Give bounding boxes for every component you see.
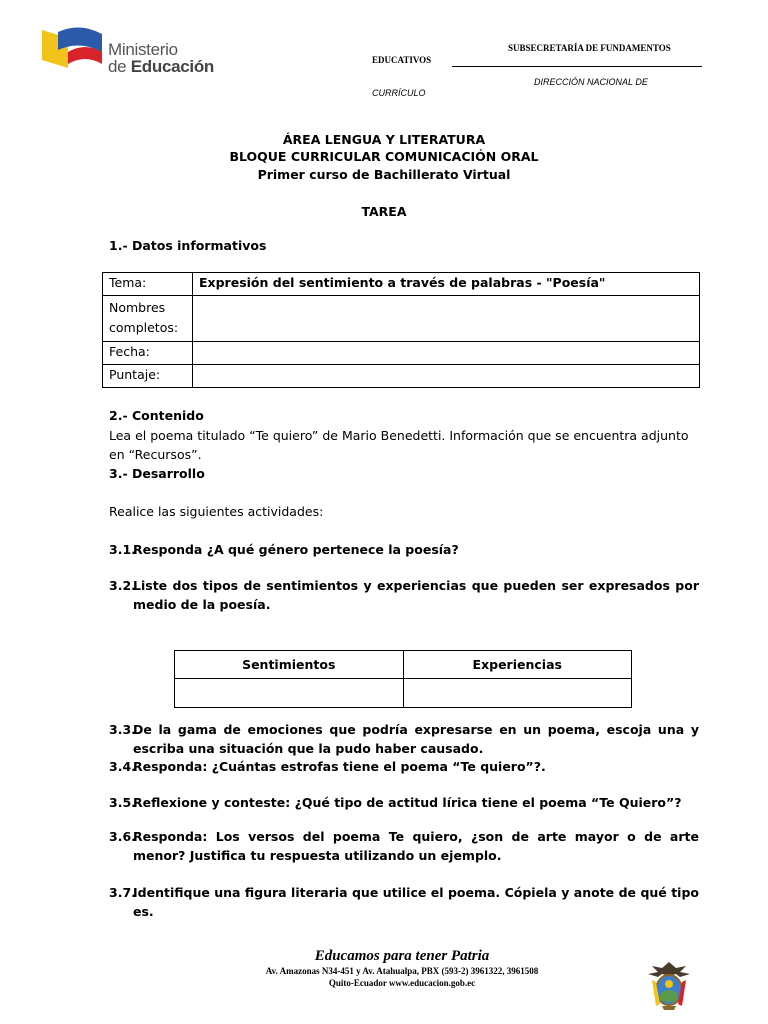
logo-word-ministerio: Ministerio bbox=[108, 40, 178, 59]
activity-text: Responda ¿A qué género pertenece la poesía? bbox=[133, 542, 459, 557]
title-bloque: BLOQUE CURRICULAR COMUNICACIÓN ORAL bbox=[229, 149, 539, 164]
nombres-field[interactable] bbox=[193, 296, 700, 342]
puntaje-label: Puntaje: bbox=[103, 365, 193, 388]
activity-number: 3.1. bbox=[109, 542, 136, 557]
activity-number: 3.6. bbox=[109, 829, 136, 844]
fecha-label: Fecha: bbox=[103, 342, 193, 365]
activity-text: Responda: Los versos del poema Te quiero, ¿son de arte mayor o de arte menor? Justifica tu respuesta utilizando un ejemplo. bbox=[133, 829, 699, 863]
activity-text: Liste dos tipos de sentimientos y experiencias que pueden ser expresados por medio de la poesía. bbox=[133, 578, 699, 612]
title-tarea: TAREA bbox=[361, 204, 407, 219]
activity-item bbox=[109, 793, 699, 812]
activity-item bbox=[109, 757, 699, 776]
activity-item bbox=[109, 883, 699, 921]
header-direccion: DIRECCIÓN NACIONAL DE bbox=[534, 77, 648, 87]
activity-item bbox=[109, 720, 699, 758]
section2-line2: en “Recursos”. bbox=[109, 447, 202, 462]
header-curriculo: CURRÍCULO bbox=[372, 88, 426, 98]
title-curso: Primer curso de Bachillerato Virtual bbox=[257, 167, 511, 182]
activity-number: 3.3. bbox=[109, 722, 136, 737]
info-table bbox=[102, 272, 700, 388]
header-rule bbox=[452, 66, 702, 67]
nombres-label: Nombres completos: bbox=[103, 296, 193, 342]
header-subsecretaria: SUBSECRETARÍA DE FUNDAMENTOS bbox=[508, 43, 671, 53]
footer-slogan: Educamos para tener Patria bbox=[314, 948, 490, 964]
sentimientos-table bbox=[174, 650, 632, 708]
header-educativos: EDUCATIVOS bbox=[372, 55, 432, 65]
activity-text: Reflexione y conteste: ¿Qué tipo de actitud lírica tiene el poema “Te Quiero”? bbox=[133, 795, 682, 810]
activity-item bbox=[109, 540, 699, 559]
sentimientos-cell[interactable] bbox=[175, 679, 404, 708]
activity-text: Identifique una figura literaria que utilice el poema. Cópiela y anote de qué tipo es. bbox=[133, 885, 699, 919]
section2-line1: Lea el poema titulado “Te quiero” de Mario Benedetti. Información que se encuentra adjunto bbox=[109, 428, 689, 443]
activity-number: 3.7. bbox=[109, 885, 136, 900]
tema-label: Tema: bbox=[103, 273, 193, 296]
activity-number: 3.4. bbox=[109, 759, 136, 774]
section3-intro: Realice las siguientes actividades: bbox=[109, 504, 324, 519]
header-sentimientos: Sentimientos bbox=[175, 651, 404, 679]
activity-item bbox=[109, 576, 699, 614]
coat-of-arms-icon bbox=[646, 960, 692, 1012]
puntaje-field[interactable] bbox=[193, 365, 700, 388]
section1-heading: 1.- Datos informativos bbox=[109, 238, 267, 253]
activity-text: De la gama de emociones que podría expresarse en un poema, escoja una y escriba una situación que la pudo haber causado. bbox=[133, 722, 699, 756]
fecha-field[interactable] bbox=[193, 342, 700, 365]
section3-heading: 3.- Desarrollo bbox=[109, 466, 205, 481]
activity-text: Responda: ¿Cuántas estrofas tiene el poema “Te quiero”?. bbox=[133, 759, 546, 774]
logo-word-educacion: de Educación bbox=[108, 57, 214, 76]
activity-number: 3.2. bbox=[109, 578, 136, 593]
activity-item bbox=[109, 827, 699, 865]
experiencias-cell[interactable] bbox=[403, 679, 632, 708]
footer-city: Quito-Ecuador www.educacion.gob.ec bbox=[328, 978, 476, 988]
title-area: ÁREA LENGUA Y LITERATURA bbox=[282, 132, 486, 147]
tema-value: Expresión del sentimiento a través de palabras - "Poesía" bbox=[193, 273, 700, 296]
footer-address: Av. Amazonas N34-451 y Av. Atahualpa, PBX (593-2) 3961322, 3961508 bbox=[265, 966, 539, 976]
header-experiencias: Experiencias bbox=[403, 651, 632, 679]
section2-heading: 2.- Contenido bbox=[109, 408, 204, 423]
activity-number: 3.5. bbox=[109, 795, 136, 810]
